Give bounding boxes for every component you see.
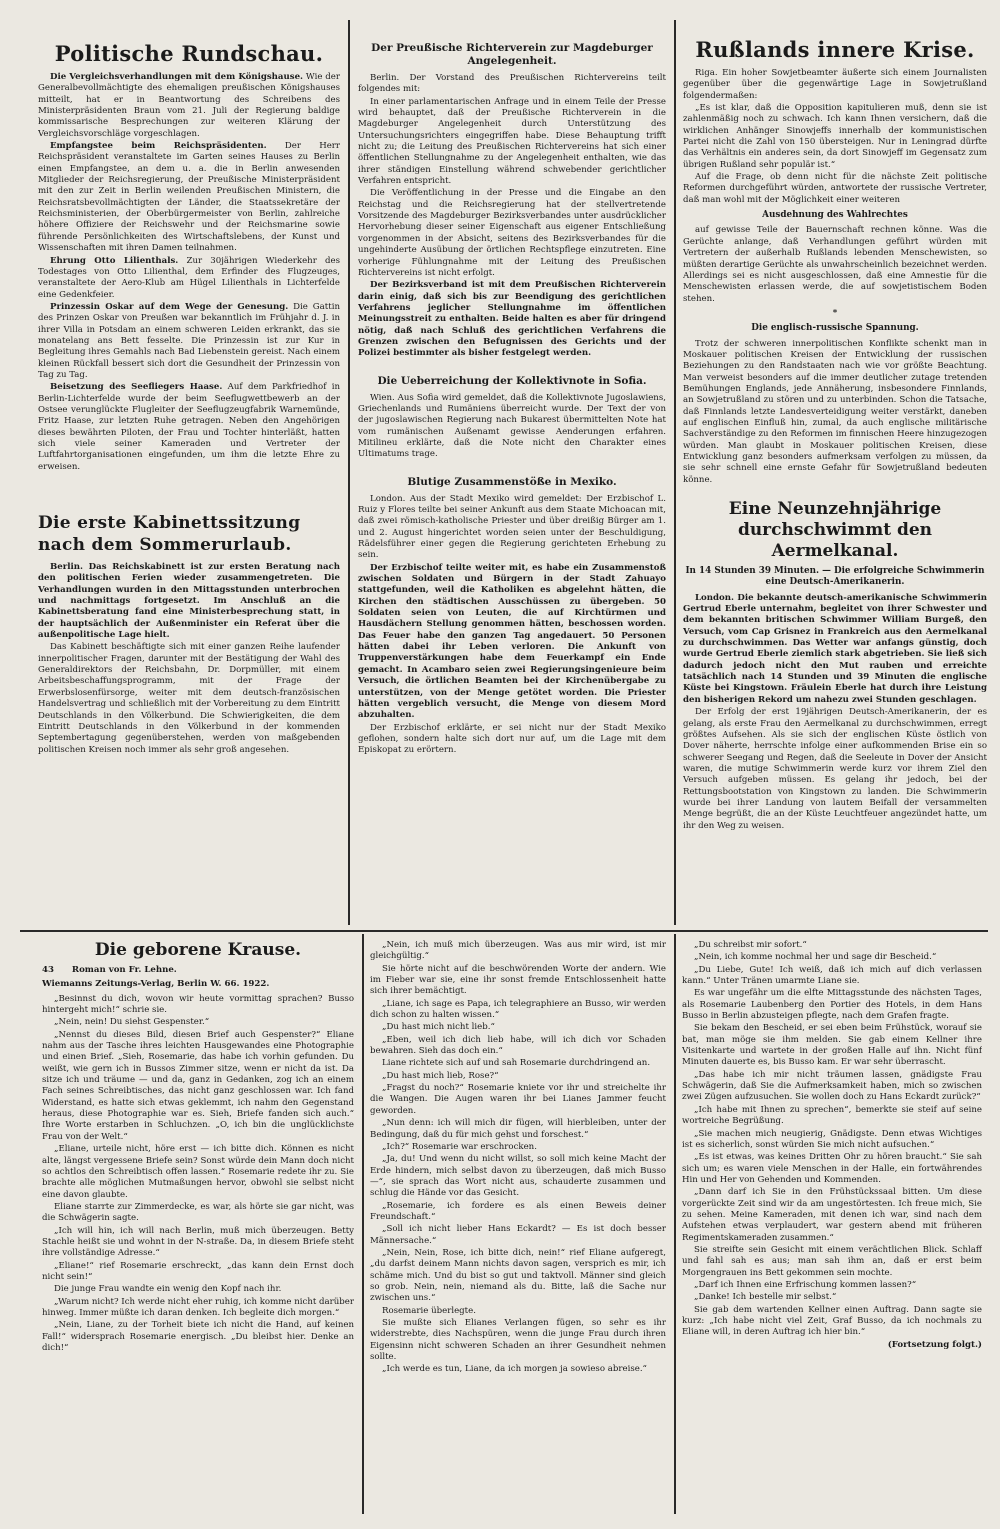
left-column (38, 42, 340, 922)
politics-item-lead: Ehrung Otto Lilienthals. (50, 255, 179, 266)
column-rule (674, 20, 676, 925)
novel-paragraph: Die junge Frau wandte ein wenig den Kopf nach ihr. (54, 1284, 282, 1295)
novel-paragraph: „Darf ich Ihnen eine Erfrischung kommen lassen?“ (694, 1279, 917, 1290)
novel-byline (42, 965, 354, 976)
novel-column-3 (682, 940, 982, 1515)
novel-paragraph: „Besinnst du dich, wovon wir heute vormittag sprachen? Busso hintergeht mich!“ schrie sie. (42, 993, 354, 1016)
channel-paragraph: London. Die bekannte deutsch-amerikanische Schwimmerin Gertrud Eberle unternahm, begleitet von ihrer Schwester und dem bekannten britischen Schwimmer William Burgeß, den Versuch, vom Cap Grisnez in Frankreich aus den Aermelkanal zu durchschwimmen. Das Wetter war anfangs günstig, doch wurde Gertrud Eberle ziemlich stark abgetrieben. Sie ließ sich dadurch jedoch nicht den Mut rauben und erreichte tatsächlich nach 14 Stunden und 39 Minuten die englische Küste bei Kingstown. Fräulein Eberle hat durch ihre Leistung den bisherigen Rekord um nahezu zwei Stunden geschlagen. (683, 592, 987, 705)
politics-item-text: Auf dem Parkfriedhof in Berlin-Lichterfelde wurde der beim Seeflugwettbewerb an der Ostsee verunglückte Flugleiter der Seeflugzeugfabrik Warnemünde, Fritz Haase, zur letzten Ruhe getragen. Neben den Angehörigen dieses bewährten Piloten, der Frau und Tochter hinterläßt, hatten sich viele seiner Kameraden und Vertreter der Luftfahrtorganisationen eingefunden, um ihm die letzte Ehre zu erweisen. (38, 382, 340, 472)
novel-title: Die geborene Krause. (94, 940, 302, 960)
novel-paragraph: „Fragst du noch?“ Rosemarie kniete vor ihr und streichelte ihr die Wangen. Die Augen waren ihr bei Lianes Jammer feucht geworden. (370, 1083, 666, 1116)
novel-paragraph: Eliane starrte zur Zimmerdecke, es war, als hörte sie gar nicht, was die Schwägerin sagte. (42, 1201, 354, 1224)
politics-headline: Politische Rundschau. (54, 42, 324, 66)
novel-paragraph: Sie bekam den Bescheid, er sei eben beim Frühstück, worauf sie bat, man möge sie ihm melden. Sie gab einem Kellner ihre Visitenkarte und wartete in der großen Halle auf ihn. Nicht fünf Minuten dauerte es, bis Busso kam. Er war sehr überrascht. (682, 1023, 982, 1068)
novel-text (682, 940, 982, 1339)
channel-dek: In 14 Stunden 39 Minuten. — Die erfolgreiche Schwimmerin eine Deutsch-Amerikanerin. (685, 566, 985, 588)
column-rule (674, 934, 676, 1514)
politics-item-lead: Die Vergleichsverhandlungen mit dem Königshause. (50, 72, 304, 82)
novel-paragraph: „Es ist etwas, was keines Dritten Ohr zu hören braucht.“ Sie sah sich um; es waren viele Menschen in der Halle, ein fortwährendes Hin und Her von Gehenden und Kommenden. (682, 1152, 982, 1185)
right-column (683, 38, 987, 922)
politics-item (38, 382, 340, 473)
politics-item-lead: Prinzessin Oskar auf dem Wege der Genesung. (50, 301, 289, 312)
politics-items (38, 72, 340, 473)
section-rule (20, 930, 988, 932)
politics-item-text: Zur 30jährigen Wiederkehr des Todestages von Otto Lilienthal, dem Erfinder des Flugzeuges, veranstaltete der Aero-Klub am Hügel Lilienthals in Lichterfelde eine Gedenkfeier. (38, 255, 340, 300)
novel-text (370, 940, 666, 1376)
novel-paragraph: „Eliane, urteile nicht, höre erst — ich bitte dich. Können es nicht alte, längst vergessene Briefe sein? Sonst würde dein Mann doch nicht so achtlos den Schreibtisch offen lassen.“ Rosemarie redete ihr zu. Sie brachte alle möglichen Mutmaßungen hervor, obwohl sie selbst nicht eine davon glaubte. (42, 1144, 354, 1200)
novel-paragraph: Sie streifte sein Gesicht mit einem verächtlichen Blick. Schlaff und fahl sah es aus; man sah ihm an, daß er erst beim Morgengrauen ins Bett gekommen sein mochte. (682, 1244, 982, 1278)
judges-paragraph: Berlin. Der Vorstand des Preußischen Richtervereins teilt folgendes mit: (358, 73, 666, 95)
novel-paragraph: „Dann darf ich Sie in den Frühstückssaal bitten. Um diese vorgerückte Zeit sind wir da am ungestörtesten. Ich freue mich, Sie zu sehen. Meine Kameraden, mit denen ich war, sind nach dem Aufstehen etwas verplaudert, war gestern abend mit früheren Regimentskameraden zusammen.“ (682, 1187, 982, 1243)
novel-paragraph: „Ich?“ Rosemarie war erschrocken. (382, 1141, 537, 1152)
novel-paragraph: Sie mußte sich Elianes Verlangen fügen, so sehr es ihr widerstrebte, dies Nachspüren, wenn die junge Frau durch ihren Eigensinn nicht schweren Schaden an ihrer Gesundheit nehmen sollte. (370, 1318, 666, 1363)
novel-paragraph: „Nennst du dieses Bild, diesen Brief auch Gespenster?“ Eliane nahm aus der Tasche ihres leichten Hausgewandes eine Photographie und einen Brief. „Sieh, Rosemarie, das habe ich vorhin gefunden. Du weißt, wie gern ich in Bussos Zimmer sitze, wenn er nicht da ist. Da sitze ich und träume — und da, ganz in Gedanken, zog ich an einem Fach seines Schreibtisches, das nicht ganz geschlossen war. Ich fand Widerstand, es hatte sich etwas geklemmt, ich nahm den Gegenstand heraus, diese Photographie war es. Sieh, Briefe fanden sich auch.“ Ihre Worte erstarben in Schluchzen. „O, ich bin die unglücklichste Frau von der Welt.“ (42, 1029, 354, 1142)
politics-item (38, 141, 340, 254)
russia-paragraph: Riga. Ein hoher Sowjetbeamter äußerte sich einem Journalisten gegenüber über die gegenwärtige Lage in Sowjetrußland folgendermaßen: (683, 68, 987, 101)
channel-paragraph: Der Erfolg der erst 19jährigen Deutsch-Amerikanerin, der es gelang, als erste Frau den Aermelkanal zu durchschwimmen, erregt größtes Aufsehen. Als sie sich der englischen Küste östlich von Dover näherte, herrschte infolge einer aufkommenden Brise ein so schwerer Seegang und Regen, daß die Seeleute in Dover der Ansicht waren, die mutige Schwimmerin werde kurz vor ihrem Ziel den Versuch aufgeben müssen. Es gelang ihr jedoch, bei der Rettungsbootstation von Kingstown zu landen. Die Schwimmerin wurde bei ihrer Landung von lautem Beifall der versammelten Menge begrüßt, die an der Küste Leuchtfeuer angezündet hatte, um ihr den Weg zu weisen. (683, 707, 987, 831)
politics-item (38, 72, 340, 140)
novel-paragraph: „Eben, weil ich dich lieb habe, will ich dich vor Schaden bewahren. Sieh das doch ein.“ (370, 1034, 666, 1057)
column-rule (348, 20, 350, 925)
novel-copyright: Wiemanns Zeitungs-Verlag, Berlin W. 66. 1922. (42, 979, 270, 990)
russia-paragraph: auf gewisse Teile der Bauernschaft rechnen könne. Was die Gerüchte anlange, daß Verhandlungen geführt würden mit Vertretern der außerhalb Rußlands lebenden Menschewisten, so müßten derartige Gerüchte als unwahrscheinlich bezeichnet werden. Allerdings sei es nicht ausgeschlossen, daß eine Amnestie für die Menschewisten erlassen werde, die auf sowjetistischem Boden stehen. (683, 225, 987, 304)
novel-paragraph: „Nein, ich muß mich überzeugen. Was aus mir wird, ist mir gleichgültig.“ (370, 940, 666, 962)
novel-author: Roman von Fr. Lehne. (71, 965, 177, 975)
russia-headline: Rußlands innere Krise. (695, 38, 975, 62)
judges-paragraph: In einer parlamentarischen Anfrage und in einem Teile der Presse wird behauptet, daß der Preußische Richterverein in die Magdeburger Angelegenheit durch Unterstützung des Untersuchungsrichters eingegriffen habe. Diese Behauptung trifft nicht zu; die Leitung des Preußischen Richtervereins hat sich einer öffentlichen Stellungnahme zu der Angelegenheit enthalten, wie das ihrer ständigen Einstellung während schwebender gerichtlicher Verfahren entspricht. (358, 96, 666, 187)
politics-item-text: Die Gattin des Prinzen Oskar von Preußen war bekanntlich im Frühjahr d. J. in ihrer Villa in Potsdam an einem schweren Leiden erkrankt, das sie monatelang ans Bett fesselte. Die Prinzessin ist zur Kur in Begleitung ihres Gemahls nach Bad Liebenstein gereist. Nach einem kleinen Rückfall bessert sich dort die Gesundheit der Prinzessin von Tag zu Tag. (38, 301, 340, 380)
novel-paragraph: Sie hörte nicht auf die beschwörenden Worte der andern. Wie im Fieber war sie, eine ihr sonst fremde Entschlossenheit hatte sich ihrer bemächtigt. (370, 963, 666, 997)
novel-paragraph: „Nun denn: ich will mich dir fügen, will hierbleiben, unter der Bedingung, daß du für mich gehst und forschest.“ (370, 1118, 666, 1140)
channel-headline: Eine Neunzehnjährige durchschwimmt den Aermelkanal. (728, 499, 942, 562)
column-rule (362, 934, 364, 1514)
russia-paragraph: Auf die Frage, ob denn nicht für die nächste Zeit politische Reformen durchgeführt würden, antwortete der russische Vertreter, daß man wohl mit der Möglichkeit einer weiteren (683, 172, 987, 205)
politics-item-text: Der Herr Reichspräsident veranstaltete im Garten seines Hauses zu Berlin einen Empfangstee, an dem u. a. die in Berlin anwesenden Mitglieder der Reichsregierung, der Preußische Ministerpräsident mit den zur Zeit in Berlin weilenden Preußischen Ministern, die Reichsratsbevollmächtigten der Länder, die Staatssekretäre der Reichsministerien, der Oberbürgermeister von Berlin, zahlreiche höhere Offiziere der Reichswehr und der Reichsmarine sowie führende Persönlichkeiten des Wirtschaftslebens, der Kunst und Wissenschaften mit ihren Damen teilnahmen. (38, 141, 340, 254)
politics-item (38, 256, 340, 301)
continuation-note: (Fortsetzung folgt.) (887, 1339, 982, 1350)
russia-paragraph: Trotz der schweren innerpolitischen Konflikte schenkt man in Moskauer politischen Kreisen der Entwicklung der russischen Beziehungen zu den Randstaaten nach wie vor größte Beachtung. Man verweist besonders auf die immer deutlicher zutage tretenden Bemühungen Englands, jede Annäherung, insbesondere Finnlands, an Sowjetrußland zu stören und zu unterbinden. Schon die Tatsache, daß Finnlands letzte Landesverteidigung weiter verstärkt, daneben auf englischen Einfluß hin, zumal, da auch englische militärische Sachverständige zu den Reformen im finnischen Heere hinzugezogen würden. Man glaubt in Moskauer politischen Kreisen, diese Entwicklung ganz besonders aufmerksam verfolgen zu müssen, da sie sehr schnell eine ernste Gefahr für Sowjetrußland bedeuten könne. (683, 338, 987, 485)
russia-subheading: Ausdehnung des Wahlrechtes (762, 210, 908, 221)
novel-paragraph: Rosemarie überlegte. (382, 1305, 476, 1316)
novel-column-1 (42, 940, 354, 1515)
novel-paragraph: „Du schreibst mir sofort.“ (694, 940, 807, 950)
novel-paragraph: „Ich habe mit Ihnen zu sprechen“, bemerkte sie steif auf seine wortreiche Begrüßung. (682, 1104, 982, 1127)
novel-paragraph: „Nein, ich komme nochmal her und sage dir Bescheid.“ (694, 952, 937, 963)
novel-paragraph: „Ja, du! Und wenn du nicht willst, so soll mich keine Macht der Erde hindern, mich selbst davon zu überzeugen, daß mich Busso —“, sie sprach das Wort nicht aus, schauderte zusammen und schlug die Hände vor das Gesicht. (370, 1154, 666, 1199)
russia-paragraph: „Es ist klar, daß die Opposition kapitulieren muß, denn sie ist zahlenmäßig noch zu schwach. Ich kann Ihnen versichern, daß die wirklichen Anhänger Sinowjeffs innerhalb der kommunistischen Partei nicht die Zahl von 150 übersteigen. Nur in Leningrad dürfte das Verhältnis ein anderes sein, da dort Sinowjeff im Gegensatz zum übrigen Rußland sehr populär ist.“ (683, 103, 987, 170)
novel-paragraph: „Sie machen mich neugierig, Gnädigste. Denn etwas Wichtiges ist es sicherlich, sonst würden Sie mich nicht aufsuchen.“ (682, 1128, 982, 1150)
novel-paragraph: Sie gab dem wartenden Kellner einen Auftrag. Dann sagte sie kurz: „Ich habe nicht viel Zeit, Graf Busso, da ich nochmals zu Eliane will, in deren Auftrag ich hier bin.“ (682, 1304, 982, 1338)
novel-paragraph: „Danke! Ich bestelle mir selbst.“ (694, 1292, 837, 1303)
novel-paragraph: „Nein, Nein, Rose, ich bitte dich, nein!“ rief Eliane aufgeregt, „du darfst deinem Mann nichts davon sagen, versprich es mir, ich schäme mich. Und du bist so gut und taktvoll. Männer sind gleich so grob. Nein, nein, niemand als du. Bitte, laß die Sache nur zwischen uns.“ (370, 1247, 666, 1304)
novel-paragraph: „Ich will hin, ich will nach Berlin, muß mich überzeugen. Betty Stachle heißt sie und wohnt in der N-straße. Da, in diesem Briefe steht ihre vollständige Adresse.“ (42, 1225, 354, 1259)
novel-paragraph: „Du hast mich nicht lieb.“ (382, 1022, 495, 1033)
section-star: * (832, 307, 838, 318)
mexico-paragraph: Der Erzbischof erklärte, er sei nicht nur der Stadt Mexiko geflohen, sondern halte sich dort nur auf, um die Lage mit dem Episkopat zu erörtern. (358, 722, 666, 756)
middle-column (358, 42, 666, 922)
novel-paragraph: „Nein, Liane, zu der Torheit biete ich nicht die Hand, auf keinen Fall!“ widersprach Rosemarie energisch. „Du bleibst hier. Denke an dich!“ (42, 1320, 354, 1353)
politics-item (38, 302, 340, 381)
mexico-paragraph: Der Erzbischof teilte weiter mit, es habe ein Zusammenstoß zwischen Soldaten und Bürgern in der Stadt Zahuayo stattgefunden, weil die Katholiken es abgelehnt hätten, die Kirchen den städtischen Ausschüssen zu übergeben. 50 Soldaten seien von Leuten, die auf Kirchtürmen und Hausdächern Stellung genommen hätten, beschossen worden. Das Feuer habe den ganzen Tag angedauert. 50 Personen hätten dabei ihr Leben verloren. Die Ankunft von Truppenverstärkungen habe dem Feuerkampf ein Ende gemacht. In Acambaro seien zwei Regierungsingenieure beim Versuch, die örtlichen Beamten bei der Kirchenübergabe zu unterstützen, von der Menge getötet worden. Die Priester hätten vergeblich versucht, die Menge von diesem Mord abzuhalten. (358, 562, 666, 721)
politics-item-lead: Empfangstee beim Reichspräsidenten. (50, 141, 267, 152)
mexico-headline: Blutige Zusammenstöße in Mexiko. (407, 475, 617, 488)
sofia-paragraph: Wien. Aus Sofia wird gemeldet, daß die Kollektivnote Jugoslawiens, Griechenlands und Rumäniens überreicht wurde. Der Text der von der jugoslawischen Regierung nach Bukarest übermittelten Note hat vom rumänischen Außenamt gewisse Aenderungen erfahren. Mitilineu erklärte, daß die Note nicht den Charakter eines Ultimatums trage. (358, 392, 666, 460)
novel-paragraph: „Du hast mich lieb, Rose?“ (382, 1070, 499, 1081)
novel-paragraph: „Warum nicht? Ich werde nicht eher ruhig, ich komme nicht darüber hinweg. Immer müßte ich daran denken. Ich begleite dich morgen.“ (42, 1296, 354, 1318)
novel-paragraph: Es war ungefähr um die elfte Mittagsstunde des nächsten Tages, als Rosemarie Laubenberg den Portier des Hotels, in dem Hans Busso in Berlin abzusteigen pflegte, nach dem Grafen fragte. (682, 988, 982, 1022)
mexico-paragraph: London. Aus der Stadt Mexiko wird gemeldet: Der Erzbischof L. Ruiz y Flores teilte bei seiner Ankunft aus dem Staate Michoacan mit, daß zwei römisch-katholische Priester und über dreißig Bürger am 1. und 2. August hingerichtet worden seien unter der Beschuldigung, Rädelsführer einer gegen die Regierung gerichteten Erhebung zu sein. (358, 493, 666, 561)
novel-text (42, 994, 354, 1355)
novel-paragraph: „Nein, nein! Du siehst Gespenster.“ (54, 1017, 210, 1028)
cabinet-paragraph: Das Kabinett beschäftigte sich mit einer ganzen Reihe laufender innerpolitischer Fragen, darunter mit der Bestätigung der Wahl des Generaldirektors der Reichsbahn, Dr. Dorpmüller, mit einem Arbeitsbeschaffungsprogramm, mit der Frage der Erwerbslosenfürsorge, weiter mit dem deutsch-französischen Handelsvertrag und schließlich mit der Vorbereitung zu dem Eintritt Deutschlands in den Völkerbund. Die Schwierigkeiten, die dem Eintritt Deutschlands in den Völkerbund in der kommenden Septembertagung gegenüberstehen, werden von maßgebenden politischen Kreisen noch immer als sehr groß angesehen. (38, 642, 340, 755)
novel-paragraph: „Das habe ich mir nicht träumen lassen, gnädigste Frau Schwägerin, daß Sie die Aufmerksamkeit haben, mich so zwischen zwei Zügen aufzusuchen. Sie wollen doch zu Hans Eckardt zurück?“ (682, 1069, 982, 1103)
sofia-headline: Die Ueberreichung der Kollektivnote in Sofia. (377, 374, 647, 387)
cabinet-headline: Die erste Kabinettssitzung nach dem Sommerurlaub. (38, 513, 301, 556)
russia-subheading: Die englisch-russische Spannung. (751, 323, 919, 334)
novel-paragraph: „Liane, ich sage es Papa, ich telegraphiere an Busso, wir werden dich schon zu halten wissen.“ (370, 998, 666, 1021)
novel-paragraph: „Rosemarie, ich fordere es als einen Beweis deiner Freundschaft.“ (370, 1200, 666, 1222)
novel-paragraph: „Du Liebe, Gute! Ich weiß, daß ich mich auf dich verlassen kann.“ Unter Tränen umarmte Liane sie. (682, 964, 982, 987)
judges-paragraph: Die Veröffentlichung in der Presse und die Eingabe an den Reichstag und die Reichsregierung hat der stellvertretende Vorsitzende des Magdeburger Bezirksverbandes unter ausdrücklicher Hervorhebung dieser seiner Eigenschaft aus eigener Entschließung vorgenommen in der Absicht, seitens des Bezirksverbandes für die ungehinderte Ausübung der örtlichen Rechtspflege einzutreten. Eine vorherige Fühlungnahme mit der Leitung des Preußischen Richtervereins ist nicht erfolgt. (358, 188, 666, 278)
novel-paragraph: „Ich werde es tun, Liane, da ich morgen ja sowieso abreise.“ (382, 1364, 647, 1375)
cabinet-paragraph: Berlin. Das Reichskabinett ist zur ersten Beratung nach den politischen Ferien wieder zusammengetreten. Die Verhandlungen wurden in den Mittagsstunden unterbrochen und nachmittags fortgesetzt. Im Anschluß an die Kabinettsberatung fand eine Ministerbesprechung statt, in der hauptsächlich der Außenminister ein Referat über die außenpolitische Lage hielt. (38, 562, 340, 641)
judges-paragraph: Der Bezirksverband ist mit dem Preußischen Richterverein darin einig, daß sich bis zur Beendigung des gerichtlichen Verfahrens jeglicher Stellungnahme im öffentlichen Meinungsstreit zu enthalten. Beide halten es aber für dringend nötig, daß nach Schluß des gerichtlichen Verfahrens die Grenzen zwischen den Befugnissen des Gerichts und der Polizei bestimmter als bisher festgelegt werden. (358, 280, 666, 359)
novel-paragraph: „Eliane!“ rief Rosemarie erschreckt, „das kann dein Ernst doch nicht sein!“ (42, 1260, 354, 1282)
installment-number: 43 (42, 965, 54, 975)
politics-item-lead: Beisetzung des Seefliegers Haase. (50, 382, 223, 393)
judges-headline: Der Preußische Richterverein zur Magdeburger Angelegenheit. (371, 42, 653, 67)
politics-item-text: Wie der Generalbevollmächtigte des ehemaligen preußischen Königshauses mitteilt, hat er in Beantwortung des Schreibens des Ministerpräsidenten Braun vom 21. Juli der Regierung baldige kommissarische Besprechungen zur weiteren Klärung der Vergleichsvorschläge vorgeschlagen. (38, 72, 340, 139)
novel-paragraph: Liane richtete sich auf und sah Rosemarie durchdringend an. (382, 1058, 651, 1069)
novel-column-2 (370, 940, 666, 1515)
novel-paragraph: „Soll ich nicht lieber Hans Eckardt? — Es ist doch besser Männersache.“ (370, 1224, 666, 1246)
